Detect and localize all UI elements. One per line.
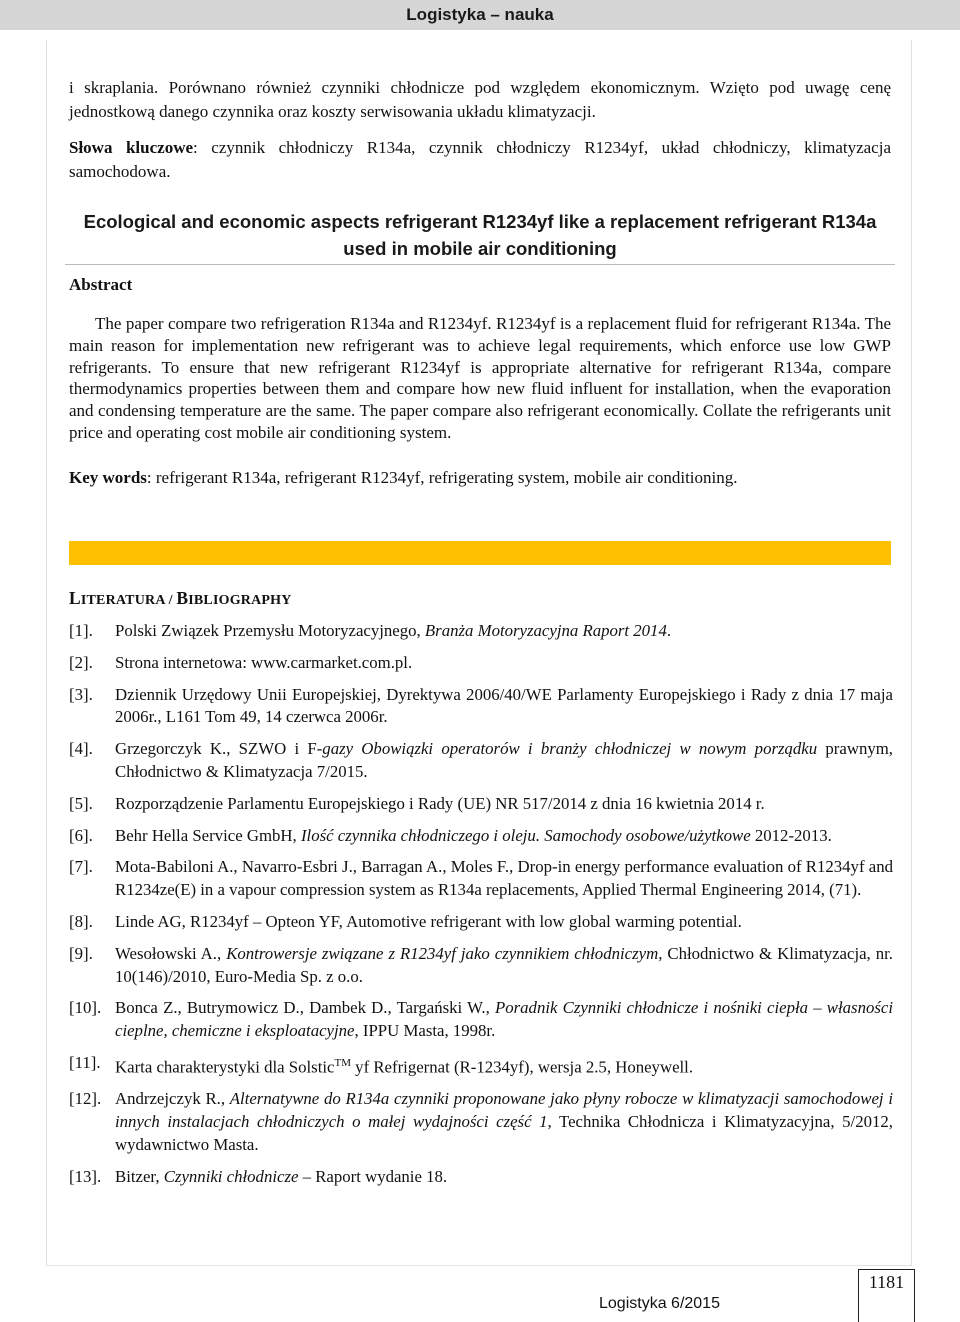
reference-number: [6]. <box>69 825 93 845</box>
article-body <box>69 76 891 490</box>
reference-text <box>115 738 893 784</box>
abstract-text-body: The paper compare two refrigeration R134a and R1234yf. R1234yf is a replacement fluid for refrigerant R134a. The main reason for implementation new refrigerant was to achieve legal requirements, which enforce use low GWP refrigerants. To ensure that new refrigerant R1234yf is appropriate alternative for refrigerant R134a, compare thermodynamics properties between them and compare how new fluid influent for installation, when the evaporation and condensing temperature are the same. The paper compare also refrigerant economically. Collate the refrigerants unit price and operating cost mobile air conditioning system. <box>69 314 891 442</box>
reference-text <box>115 620 893 643</box>
bibliography-heading: LITERATURA / BIBLIOGRAPHY <box>69 588 292 608</box>
running-header <box>0 0 960 30</box>
footer-journal: Logistyka 6/2015 <box>599 1295 720 1312</box>
reference-text <box>115 825 893 848</box>
english-keywords-label: Key words <box>69 467 147 487</box>
reference-list <box>69 620 893 1198</box>
reference-title-italic: Czynniki chłodnicze <box>163 1166 299 1186</box>
polish-keywords-label: Słowa kluczowe <box>69 138 194 157</box>
reference-text-part: 2012-2013. <box>750 825 832 845</box>
reference-text-part: yf Refrigernat (R-1234yf), wersja 2.5, Honeywell. <box>350 1057 694 1077</box>
reference-text-part: Bonca Z., Butrymowicz D., Dambek D., Targański W., <box>115 998 495 1018</box>
reference-text <box>115 652 893 675</box>
reference-text-part: Strona internetowa: www.carmarket.com.pl. <box>115 652 413 672</box>
reference-item <box>69 793 893 816</box>
reference-text-part: . <box>666 621 672 640</box>
polish-keywords-text: : czynnik chłodniczy R134a, czynnik chłodniczy R1234yf, układ chłodniczy, klimatyzacja samochodowa. <box>69 138 891 181</box>
polish-summary-tail: i skraplania. Porównano również czynniki chłodnicze pod względem ekonomicznym. Wzięto pod uwagę cenę jednostkową danego czynnika oraz koszty serwisowania układu klimatyzacji. <box>69 78 891 121</box>
reference-item <box>69 911 893 934</box>
section-divider-bar <box>69 541 891 565</box>
reference-text-part: Rozporządzenie Parlamentu Europejskiego i Rady (UE) NR 517/2014 z dnia 16 kwietnia 2014 r. <box>115 793 765 813</box>
reference-text-part: Andrzejczyk R., <box>115 1089 230 1109</box>
reference-text <box>115 943 893 989</box>
reference-item <box>69 738 893 784</box>
reference-text-part: Karta charakterystyki dla Solstic <box>115 1057 335 1077</box>
footer-divider <box>46 1265 858 1266</box>
trademark-superscript: TM <box>334 1056 351 1069</box>
reference-title-italic: Poradnik Czynniki chłodnicze i nośniki ciepła – własności cieplne, chemiczne i eksploatacyjne <box>115 998 894 1041</box>
reference-text <box>115 793 893 816</box>
reference-text-part: – Raport wydanie 18. <box>298 1166 448 1186</box>
reference-text-part: Linde AG, R1234yf – Opteon YF, Automotive refrigerant with low global warming potential. <box>115 911 742 931</box>
abstract-text <box>69 313 891 444</box>
reference-text-part: Behr Hella Service GmbH, <box>115 825 301 845</box>
reference-text-part: Bitzer, <box>115 1166 164 1186</box>
reference-item <box>69 997 893 1043</box>
reference-number: [7]. <box>69 857 93 877</box>
reference-text-part: , IPPU Masta, 1998r. <box>354 1021 496 1041</box>
english-title: Ecological and economic aspects refrigerant R1234yf like a replacement refrigerant R134a used in mobile air conditioning <box>83 211 877 259</box>
reference-text-part: Dziennik Urzędowy Unii Europejskiej, Dyrektywa 2006/40/WE Parlamenty Europejskiego i Rady z dnia 17 maja 2006r., L161 Tom 49, 14 czerwca 2006r. <box>115 684 893 727</box>
reference-item <box>69 1052 893 1079</box>
reference-number: [5]. <box>69 793 93 813</box>
page-number: 1181 <box>868 1272 905 1292</box>
reference-text <box>115 1166 893 1189</box>
english-keywords-text: : refrigerant R134a, refrigerant R1234yf, refrigerating system, mobile air conditioning. <box>146 467 738 487</box>
reference-text <box>115 684 893 730</box>
reference-number: [1]. <box>69 621 93 640</box>
title-divider <box>65 264 895 265</box>
reference-text-part: Grzegorczyk K., SZWO i F- <box>115 739 323 759</box>
reference-item <box>69 652 893 675</box>
reference-title-italic: Branża Motoryzacyjna Raport 2014 <box>424 621 667 640</box>
reference-text-part: prawnym, Chłodnictwo & Klimatyzacja 7/2015. <box>115 739 893 781</box>
reference-text <box>115 997 893 1043</box>
reference-number: [8]. <box>69 911 93 931</box>
reference-title-italic: Ilość czynnika chłodniczego i oleju. Samochody osobowe/użytkowe <box>300 825 751 845</box>
reference-item <box>69 620 893 643</box>
reference-text-part: Polski Związek Przemysłu Motoryzacyjnego, <box>115 621 425 640</box>
reference-number: [13]. <box>69 1166 102 1186</box>
reference-item <box>69 825 893 848</box>
reference-number: [11]. <box>69 1052 101 1072</box>
reference-text <box>115 911 893 934</box>
reference-item <box>69 1088 893 1156</box>
reference-item <box>69 943 893 989</box>
abstract-heading: Abstract <box>69 275 133 294</box>
reference-text <box>115 1052 893 1079</box>
polish-keywords <box>69 136 891 184</box>
reference-text-part: Mota-Babiloni A., Navarro-Esbri J., Barragan A., Moles F., Drop-in energy performance evaluation of R1234yf and R1234ze(E) in a vapour compression system as R134a replacements, Applied Thermal Engineering 2014, (71). <box>115 857 893 900</box>
reference-item <box>69 1166 893 1189</box>
reference-number: [10]. <box>69 998 102 1018</box>
page-number-box <box>858 1269 915 1322</box>
reference-text <box>115 1088 893 1156</box>
reference-item <box>69 856 893 902</box>
reference-title-italic: gazy Obowiązki operatorów i branży chłodniczej w nowym porządku <box>322 739 818 759</box>
running-header-title: Logistyka – nauka <box>406 5 554 24</box>
reference-number: [9]. <box>69 943 93 963</box>
reference-item <box>69 684 893 730</box>
reference-number: [3]. <box>69 684 93 704</box>
reference-number: [2]. <box>69 652 93 672</box>
reference-text <box>115 856 893 902</box>
reference-title-italic: Alternatywne do R134a czynniki proponowane jako płyny robocze w klimatyzacji samochodowej i innych instalacjach chłodniczych o małej wydajności część 1 <box>115 1089 893 1132</box>
english-keywords <box>69 466 891 490</box>
reference-text-part: Wesołowski A., <box>115 943 227 963</box>
reference-text-part: , Chłodnictwo & Klimatyzacja, nr. 10(146)/2010, Euro-Media Sp. z o.o. <box>115 943 893 986</box>
reference-number: [4]. <box>69 739 93 759</box>
reference-title-italic: Kontrowersje związane z R1234yf jako czynnikiem chłodniczym <box>226 943 659 963</box>
reference-text-part: , Technika Chłodnicza i Klimatyzacyjna, 5/2012, wydawnictwo Masta. <box>115 1112 893 1154</box>
reference-number: [12]. <box>69 1089 102 1109</box>
